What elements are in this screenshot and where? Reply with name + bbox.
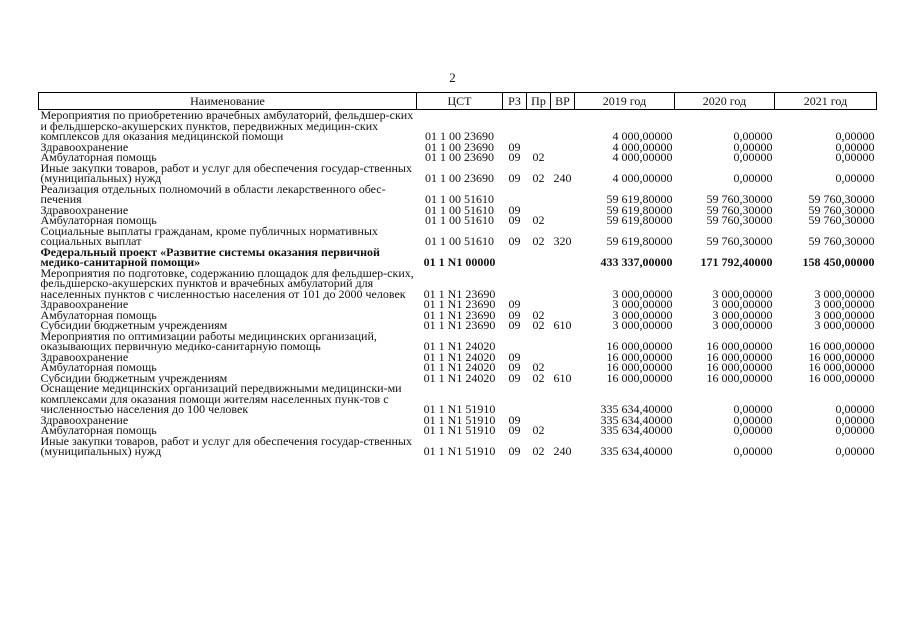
table-cell-2019: 16 000,00000 (606, 339, 673, 353)
table-cell-vr (551, 184, 575, 205)
table-cell-pr: 02 (532, 444, 545, 458)
table-cell-2019: 16 000,00000 (606, 349, 673, 364)
table-cell-2019: 335 634,40000 (600, 444, 673, 458)
table-cell-name: Здравоохранение (40, 297, 129, 311)
table-cell-2019: 4 000,00000 (612, 171, 673, 185)
table-cell-cst: 01 1 00 23690 (425, 171, 494, 185)
table-cell-name: Амбулаторная помощь (40, 423, 157, 437)
table-cell-rz: 09 (508, 423, 521, 437)
table-cell-2020: 59 760,30000 (706, 202, 773, 217)
table-cell-name: Здравоохранение (40, 412, 129, 427)
table-cell-vr (551, 331, 575, 352)
table-cell-vr (551, 383, 575, 415)
table-cell-2021: 0,00000 (835, 150, 875, 164)
table-cell-2021: 3 000,00000 (814, 297, 875, 311)
table-cell-rz: 09 (508, 139, 521, 154)
table-cell-2020: 0,00000 (733, 402, 773, 416)
table-cell-2020: 16 000,00000 (706, 360, 773, 374)
table-row (39, 226, 877, 247)
table-cell-rz (503, 268, 527, 300)
table-cell-cst: 01 1 N1 23690 (423, 286, 496, 301)
table-cell-name: Реализация отдельных полномочий в области лекарственного обес-печения (40, 181, 386, 206)
table-cell-2019: 335 634,40000 (600, 412, 673, 427)
table-cell-cst: 01 1 00 51610 (425, 234, 494, 248)
table-cell-cst: 01 1 N1 23690 (423, 297, 496, 311)
table-cell-2021: 3 000,00000 (814, 286, 875, 301)
table-cell-cst: 01 1 N1 24020 (423, 370, 496, 385)
table-cell-2021: 16 000,00000 (808, 339, 875, 353)
table-cell-cst: 01 1 00 23690 (425, 139, 494, 154)
table-cell-2020: 16 000,00000 (706, 370, 773, 385)
table-cell-2019: 16 000,00000 (606, 360, 673, 374)
table-cell-2021: 16 000,00000 (808, 360, 875, 374)
table-cell-2021: 59 760,30000 (808, 234, 875, 248)
table-cell-name: Здравоохранение (40, 202, 129, 217)
table-cell-2021: 0,00000 (835, 423, 875, 437)
table-cell-rz: 09 (508, 360, 521, 374)
table-row (39, 331, 877, 352)
table-cell-rz (503, 110, 527, 142)
table-cell-name: Субсидии бюджетным учреждениям (40, 370, 228, 385)
table-cell-vr: 240 (553, 171, 572, 185)
table-cell-vr: 610 (553, 370, 572, 385)
table-cell-name: Социальные выплаты гражданам, кроме публичных нормативных социальных выплат (40, 223, 378, 248)
table-cell-2020: 59 760,30000 (706, 192, 773, 206)
table-cell-pr (527, 268, 551, 300)
table-cell-cst: 01 1 N1 24020 (423, 349, 496, 364)
table-cell-vr (551, 415, 575, 426)
table-cell-vr (551, 268, 575, 300)
table-cell-2020: 59 760,30000 (706, 234, 773, 248)
table-cell-vr (551, 152, 575, 163)
table-cell-rz (503, 383, 527, 415)
table-cell-2020: 0,00000 (733, 171, 773, 185)
table-cell-2021: 59 760,30000 (808, 213, 875, 227)
table-cell-name: Здравоохранение (40, 139, 129, 154)
table-cell-rz: 09 (508, 150, 521, 164)
table-cell-2019: 59 619,80000 (606, 202, 673, 217)
table-row (39, 184, 877, 205)
table-cell-rz (503, 247, 527, 268)
table-cell-vr (551, 352, 575, 363)
table-cell-2019: 4 000,00000 (612, 129, 673, 143)
table-cell-name: Амбулаторная помощь (40, 307, 157, 322)
table-cell-rz: 09 (508, 234, 521, 248)
table-cell-2021: 59 760,30000 (808, 202, 875, 217)
table-cell-cst: 01 1 N1 51910 (423, 402, 496, 416)
table-row (39, 110, 877, 142)
table-cell-name: Мероприятия по приобретению врачебных амбулаторий, фельдшер-ских и фельдшерско-акушерских пунктов, передвижных медицин-ских комплексов для оказания медицинской помощи (40, 108, 414, 143)
table-row (39, 383, 877, 415)
table-cell-cst: 01 1 N1 23690 (423, 318, 496, 332)
table-cell-2019: 433 337,00000 (600, 255, 673, 269)
table-cell-vr (551, 205, 575, 216)
col-header-2021: 2021 год (775, 93, 877, 110)
table-cell-2019: 59 619,80000 (606, 234, 673, 248)
table-cell-pr: 02 (532, 307, 545, 322)
table-cell-name: Амбулаторная помощь (40, 150, 157, 164)
table-cell-2019: 3 000,00000 (612, 286, 673, 301)
col-header-cst: ЦСТ (417, 93, 503, 110)
table-cell-vr (551, 425, 575, 436)
table-cell-2021: 0,00000 (835, 412, 875, 427)
table-cell-2020: 0,00000 (733, 423, 773, 437)
table-cell-cst: 01 1 N1 23690 (423, 307, 496, 322)
table-cell-2019: 59 619,80000 (606, 213, 673, 227)
table-cell-rz: 09 (508, 171, 521, 185)
table-cell-2019: 335 634,40000 (600, 423, 673, 437)
table-cell-2021: 3 000,00000 (814, 318, 875, 332)
table-cell-2021: 0,00000 (835, 129, 875, 143)
page-number: 2 (449, 70, 456, 85)
table-cell-vr (551, 215, 575, 226)
col-header-name: Наименование (39, 93, 417, 110)
table-cell-name: Амбулаторная помощь (40, 213, 157, 227)
table-cell-2021: 0,00000 (835, 444, 875, 458)
table-cell-cst: 01 1 00 51610 (425, 202, 494, 217)
table-cell-pr (527, 110, 551, 142)
table-cell-2021: 0,00000 (835, 402, 875, 416)
table-cell-name: Оснащение медицинских организаций передвижными медицински-ми комплексами для оказания помощи жителям населенных пунк-тов с численностью населения до 100 человек (40, 381, 402, 416)
table-cell-cst: 01 1 00 51610 (425, 192, 494, 206)
table-cell-2019: 3 000,00000 (612, 307, 673, 322)
col-header-2020: 2020 год (675, 93, 775, 110)
table-cell-name: Иные закупки товаров, работ и услуг для обеспечения государ-ственных (муниципальных) нужд (40, 160, 412, 185)
table-cell-vr (551, 110, 575, 142)
table-cell-2021: 0,00000 (835, 139, 875, 154)
table-body (39, 110, 877, 457)
table-cell-cst: 01 1 N1 24020 (423, 339, 496, 353)
table-cell-pr: 02 (532, 234, 545, 248)
table-cell-2021: 158 450,00000 (802, 255, 875, 269)
table-cell-2019: 59 619,80000 (606, 192, 673, 206)
table-cell-cst: 01 1 N1 00000 (423, 255, 496, 269)
table-cell-2020: 171 792,40000 (700, 255, 773, 269)
table-cell-pr: 02 (532, 150, 545, 164)
table-cell-vr: 320 (553, 234, 572, 248)
table-cell-name: Мероприятия по подготовке, содержанию площадок для фельдшер-ских, фельдшерско-акушерских пунктов и врачебных амбулаторий для населенных пунктов с численностью населения от 101 до 2000 человек (40, 265, 414, 301)
table-cell-rz: 09 (508, 444, 521, 458)
table-row (39, 436, 877, 457)
table-cell-pr (527, 331, 551, 352)
table-cell-name: Иные закупки товаров, работ и услуг для обеспечения государ-ственных (муниципальных) нужд (40, 433, 412, 458)
table-cell-vr (551, 299, 575, 310)
table-cell-rz: 09 (508, 213, 521, 227)
budget-table (38, 92, 877, 457)
col-header-vr: ВР (551, 93, 575, 110)
table-cell-rz: 09 (508, 370, 521, 385)
table-cell-cst: 01 1 N1 51910 (423, 423, 496, 437)
col-header-rz: РЗ (503, 93, 527, 110)
table-cell-2019: 16 000,00000 (606, 370, 673, 385)
table-cell-rz: 09 (508, 412, 521, 427)
table-cell-rz: 09 (508, 349, 521, 364)
table-cell-name: Федеральный проект «Развитие системы оказания первичной медико-санитарной помощи» (40, 244, 380, 269)
table-cell-2021: 16 000,00000 (808, 349, 875, 364)
table-cell-name: Амбулаторная помощь (40, 360, 157, 374)
table-row (39, 163, 877, 184)
table-cell-2021: 16 000,00000 (808, 370, 875, 385)
table-cell-cst: 01 1 00 51610 (425, 213, 494, 227)
table-cell-cst: 01 1 N1 24020 (423, 360, 496, 374)
table-cell-2021: 0,00000 (835, 171, 875, 185)
table-cell-2019: 3 000,00000 (612, 297, 673, 311)
table-cell-pr: 02 (532, 213, 545, 227)
table-cell-cst: 01 1 00 23690 (425, 129, 494, 143)
table-cell-name: Мероприятия по оптимизации работы медицинских организаций, оказывающих первичную медико-санитарную помощь (40, 328, 377, 353)
table-cell-pr: 02 (532, 423, 545, 437)
table-cell-2021: 59 760,30000 (808, 192, 875, 206)
table-cell-2021: 3 000,00000 (814, 307, 875, 322)
table-cell-2020: 59 760,30000 (706, 213, 773, 227)
table-cell-rz: 09 (508, 307, 521, 322)
table-cell-pr (527, 247, 551, 268)
table-cell-rz (503, 331, 527, 352)
table-cell-2020: 3 000,00000 (712, 286, 773, 301)
table-cell-2019: 3 000,00000 (612, 318, 673, 332)
table-cell-vr: 240 (553, 444, 572, 458)
table-cell-2020: 0,00000 (733, 129, 773, 143)
table-cell-rz: 09 (508, 318, 521, 332)
table-cell-name: Субсидии бюджетным учреждениям (40, 318, 228, 332)
table-cell-cst: 01 1 00 23690 (425, 150, 494, 164)
table-cell-pr (527, 383, 551, 415)
table-cell-2020: 16 000,00000 (706, 339, 773, 353)
table-cell-pr: 02 (532, 370, 545, 385)
table-cell-2019: 4 000,00000 (612, 139, 673, 154)
table-cell-cst: 01 1 N1 51910 (423, 444, 496, 458)
table-cell-2020: 16 000,00000 (706, 349, 773, 364)
table-cell-2020: 3 000,00000 (712, 318, 773, 332)
table-cell-pr: 02 (532, 360, 545, 374)
table-cell-name: Здравоохранение (40, 349, 129, 364)
table-cell-2020: 0,00000 (733, 412, 773, 427)
table-row (39, 247, 877, 268)
table-cell-pr: 02 (532, 171, 545, 185)
col-header-pr: Пр (527, 93, 551, 110)
table-cell-rz: 09 (508, 297, 521, 311)
table-cell-rz: 09 (508, 202, 521, 217)
table-cell-pr (527, 184, 551, 205)
table-cell-vr (551, 142, 575, 153)
table-cell-2020: 0,00000 (733, 444, 773, 458)
table-header-row (39, 93, 877, 110)
table-cell-2019: 4 000,00000 (612, 150, 673, 164)
table-cell-2020: 0,00000 (733, 150, 773, 164)
table-cell-2020: 3 000,00000 (712, 307, 773, 322)
table-cell-vr: 610 (553, 318, 572, 332)
table-cell-2020: 0,00000 (733, 139, 773, 154)
table-cell-vr (551, 247, 575, 268)
table-cell-rz (503, 184, 527, 205)
table-cell-2020: 3 000,00000 (712, 297, 773, 311)
table-row (39, 268, 877, 300)
table-cell-pr: 02 (532, 318, 545, 332)
col-header-2019: 2019 год (575, 93, 675, 110)
table-cell-2019: 335 634,40000 (600, 402, 673, 416)
table-cell-cst: 01 1 N1 51910 (423, 412, 496, 427)
